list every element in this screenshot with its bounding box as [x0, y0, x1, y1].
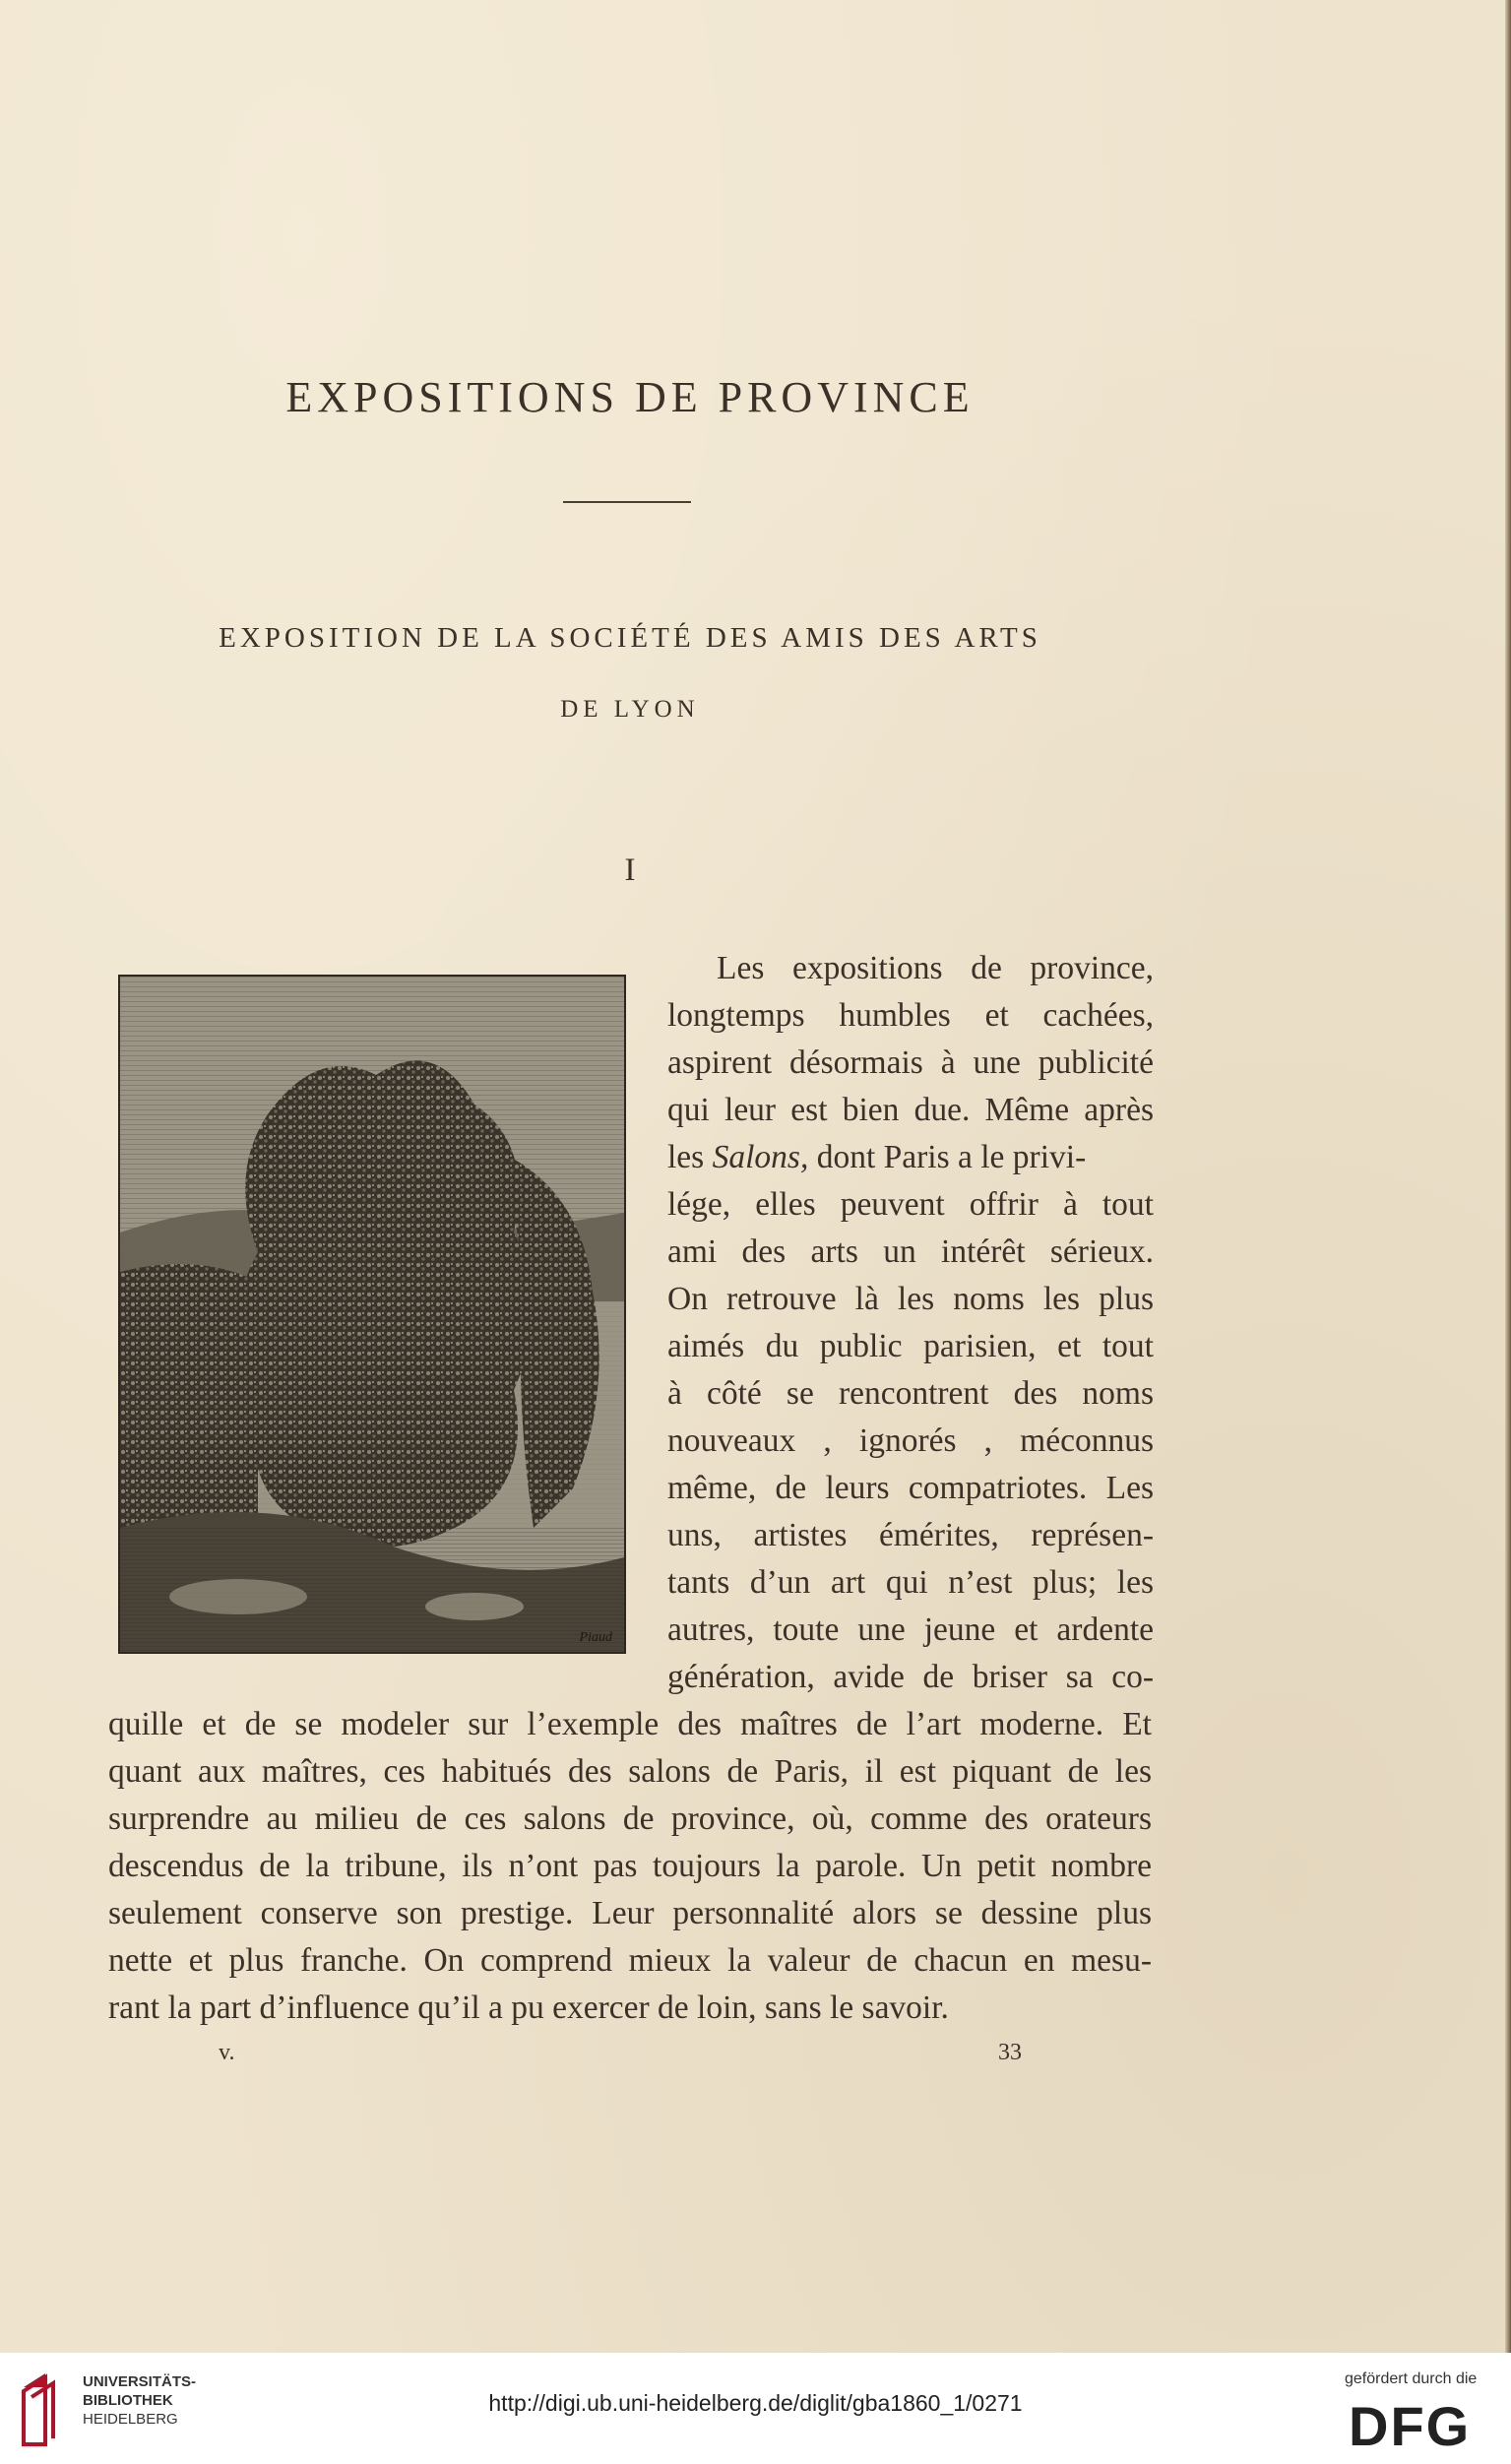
text-line: qui leur est bien due. Même après	[667, 1092, 1154, 1128]
text-line: ami des arts un intérêt sérieux.	[667, 1233, 1154, 1270]
text-line: On retrouve là les noms les plus	[667, 1281, 1154, 1317]
article-subtitle-city: DE LYON	[560, 696, 700, 723]
landscape-engraving	[118, 975, 626, 1654]
engraving-drawing	[120, 977, 624, 1652]
text-line: même, de leurs compatriotes. Les	[667, 1470, 1154, 1506]
dfg-logo: DFG	[1349, 2395, 1472, 2457]
page-number: 33	[998, 2040, 1022, 2065]
text-line: quant aux maîtres, ces habitués des salons de Paris, il est piquant de les	[108, 1753, 1152, 1790]
text-line: seulement conserve son prestige. Leur personnalité alors se dessine plus	[108, 1895, 1152, 1931]
library-name-line: HEIDELBERG	[83, 2411, 178, 2428]
text-line: tants d’un art qui n’est plus; les	[667, 1564, 1154, 1601]
funding-note: gefördert durch die	[1345, 2370, 1478, 2387]
text-line: nette et plus franche. On comprend mieux la valeur de chacun en mesu-	[108, 1942, 1152, 1979]
page-edge-shadow	[1505, 0, 1511, 2353]
text-line: quille et de se modeler sur l’exemple des maîtres de l’art moderne. Et	[108, 1706, 1152, 1742]
text-fragment: dont Paris a le privi-	[816, 1139, 1087, 1175]
title-divider	[563, 501, 691, 503]
text-line: rant la part d’influence qu’il a pu exercer de loin, sans le savoir.	[108, 1990, 949, 2026]
text-line: génération, avide de briser sa co-	[667, 1659, 1154, 1695]
page-title: EXPOSITIONS DE PROVINCE	[285, 373, 975, 421]
text-line: nouveaux , ignorés , méconnus	[667, 1422, 1154, 1459]
signature-mark: v.	[219, 2040, 235, 2065]
text-line	[667, 1134, 1154, 1181]
text-line: Les expositions de province,	[717, 950, 1154, 986]
text-line: uns, artistes émérites, représen-	[667, 1517, 1154, 1553]
text-line: aimés du public parisien, et tout	[667, 1328, 1154, 1364]
text-fragment: les	[667, 1139, 705, 1175]
text-line: à côté se rencontrent des noms	[667, 1375, 1154, 1412]
text-line: longtemps humbles et cachées,	[667, 997, 1154, 1034]
italic-term: Salons,	[712, 1139, 809, 1175]
library-name-line: BIBLIOTHEK	[83, 2392, 173, 2409]
text-line: aspirent désormais à une publicité	[667, 1044, 1154, 1081]
article-subtitle: EXPOSITION DE LA SOCIÉTÉ DES AMIS DES ARTS	[219, 622, 1041, 654]
engraver-signature: Piaud	[579, 1630, 612, 1645]
permalink-url[interactable]: http://digi.ub.uni-heidelberg.de/diglit/gba1860_1/0271	[488, 2390, 1023, 2416]
section-number: I	[624, 853, 636, 888]
library-name-line: UNIVERSITÄTS-	[83, 2373, 197, 2390]
text-line: surprendre au milieu de ces salons de province, où, comme des orateurs	[108, 1801, 1152, 1837]
text-line: descendus de la tribune, ils n’ont pas toujours la parole. Un petit nombre	[108, 1848, 1152, 1884]
text-line: autres, toute une jeune et ardente	[667, 1611, 1154, 1648]
text-line: lége, elles peuvent offrir à tout	[667, 1186, 1154, 1223]
